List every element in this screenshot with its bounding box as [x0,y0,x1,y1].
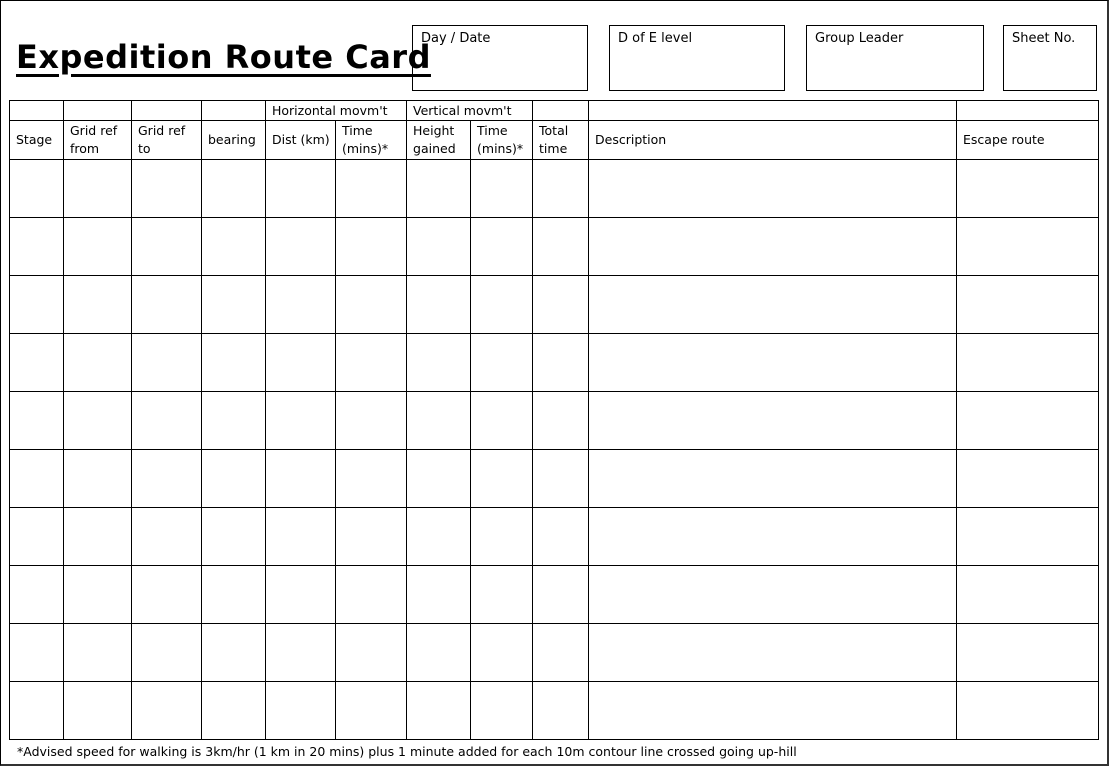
cell-height[interactable] [407,218,471,276]
cell-grid-from[interactable] [64,566,132,624]
cell-grid-from[interactable] [64,450,132,508]
cell-stage[interactable] [10,508,64,566]
cell-total[interactable] [533,276,589,334]
cell-time-v[interactable] [471,682,533,740]
col-header-grid-to: Grid ref to [132,121,202,160]
cell-bearing[interactable] [202,508,266,566]
route-row [10,334,1099,392]
cell-time-v[interactable] [471,566,533,624]
cell-bearing[interactable] [202,392,266,450]
cell-time-h[interactable] [336,682,407,740]
col-header-dist: Dist (km) [266,121,336,160]
cell-total[interactable] [533,392,589,450]
cell-time-h[interactable] [336,392,407,450]
cell-dist[interactable] [266,624,336,682]
cell-bearing[interactable] [202,682,266,740]
page-title: Expedition Route Card [16,38,431,76]
cell-total[interactable] [533,682,589,740]
cell-grid-to[interactable] [132,160,202,218]
route-row [10,160,1099,218]
cell-height[interactable] [407,276,471,334]
cell-time-v[interactable] [471,508,533,566]
sheet-no-box[interactable] [1003,25,1097,91]
doe-level-label: D of E level [618,31,693,46]
cell-dist[interactable] [266,218,336,276]
cell-escape[interactable] [957,624,1099,682]
cell-time-h[interactable] [336,218,407,276]
cell-grid-to[interactable] [132,218,202,276]
cell-grid-from[interactable] [64,218,132,276]
cell-description[interactable] [589,392,957,450]
route-row [10,218,1099,276]
col-header-time-horizontal: Time (mins)* [336,121,407,160]
group-leader-box[interactable] [806,25,984,91]
cell-grid-to[interactable] [132,624,202,682]
cell-grid-to[interactable] [132,508,202,566]
cell-grid-from[interactable] [64,508,132,566]
col-header-total-time: Total time [533,121,589,160]
cell-description[interactable] [589,508,957,566]
cell-time-h[interactable] [336,334,407,392]
cell-height[interactable] [407,566,471,624]
cell-total[interactable] [533,218,589,276]
cell-time-v[interactable] [471,160,533,218]
cell-stage[interactable] [10,160,64,218]
group-header-blank [132,101,202,121]
cell-total[interactable] [533,160,589,218]
cell-time-h[interactable] [336,566,407,624]
day-date-label: Day / Date [421,31,491,46]
doe-level-box[interactable] [609,25,785,91]
cell-stage[interactable] [10,450,64,508]
cell-grid-to[interactable] [132,392,202,450]
cell-time-v[interactable] [471,450,533,508]
cell-bearing[interactable] [202,450,266,508]
cell-height[interactable] [407,508,471,566]
col-header-grid-from: Grid ref from [64,121,132,160]
cell-escape[interactable] [957,160,1099,218]
cell-grid-from[interactable] [64,624,132,682]
cell-total[interactable] [533,566,589,624]
route-table-body [10,160,1099,740]
cell-time-h[interactable] [336,508,407,566]
cell-height[interactable] [407,160,471,218]
col-header-escape-route: Escape route [957,121,1099,160]
cell-dist[interactable] [266,160,336,218]
cell-stage[interactable] [10,624,64,682]
cell-escape[interactable] [957,334,1099,392]
cell-time-h[interactable] [336,276,407,334]
cell-dist[interactable] [266,392,336,450]
cell-grid-to[interactable] [132,334,202,392]
cell-escape[interactable] [957,276,1099,334]
cell-time-v[interactable] [471,218,533,276]
cell-grid-to[interactable] [132,276,202,334]
route-row [10,508,1099,566]
group-header-blank [10,101,64,121]
cell-dist[interactable] [266,682,336,740]
day-date-box[interactable] [412,25,588,91]
cell-time-h[interactable] [336,160,407,218]
cell-dist[interactable] [266,508,336,566]
cell-time-v[interactable] [471,624,533,682]
cell-total[interactable] [533,624,589,682]
cell-height[interactable] [407,334,471,392]
cell-grid-to[interactable] [132,566,202,624]
cell-dist[interactable] [266,276,336,334]
cell-total[interactable] [533,334,589,392]
cell-grid-from[interactable] [64,682,132,740]
cell-stage[interactable] [10,276,64,334]
sheet-no-label: Sheet No. [1012,31,1076,46]
cell-description[interactable] [589,682,957,740]
group-header-blank [64,101,132,121]
cell-escape[interactable] [957,392,1099,450]
group-header-blank [589,101,957,121]
route-row [10,624,1099,682]
col-header-bearing: bearing [202,121,266,160]
group-header-vertical: Vertical movm't [407,101,533,121]
cell-time-v[interactable] [471,334,533,392]
cell-escape[interactable] [957,450,1099,508]
cell-dist[interactable] [266,334,336,392]
cell-description[interactable] [589,624,957,682]
route-row [10,392,1099,450]
cell-bearing[interactable] [202,624,266,682]
footnote: *Advised speed for walking is 3km/hr (1 km in 20 mins) plus 1 minute added for each 10m contour line crossed going up-hill [17,744,797,759]
route-row [10,566,1099,624]
cell-time-h[interactable] [336,450,407,508]
route-table [9,100,1099,740]
col-header-description: Description [589,121,957,160]
cell-stage[interactable] [10,682,64,740]
cell-grid-from[interactable] [64,276,132,334]
group-header-blank [533,101,589,121]
cell-description[interactable] [589,334,957,392]
cell-dist[interactable] [266,566,336,624]
group-leader-label: Group Leader [815,31,904,46]
group-header-blank [957,101,1099,121]
group-header-row [10,101,1099,121]
cell-stage[interactable] [10,566,64,624]
cell-height[interactable] [407,624,471,682]
cell-escape[interactable] [957,682,1099,740]
cell-time-h[interactable] [336,624,407,682]
cell-escape[interactable] [957,566,1099,624]
col-header-height: Height gained [407,121,471,160]
cell-stage[interactable] [10,218,64,276]
route-row [10,276,1099,334]
route-row [10,450,1099,508]
cell-grid-to[interactable] [132,682,202,740]
route-row [10,682,1099,740]
cell-bearing[interactable] [202,334,266,392]
cell-escape[interactable] [957,218,1099,276]
cell-time-v[interactable] [471,392,533,450]
cell-height[interactable] [407,450,471,508]
cell-description[interactable] [589,566,957,624]
cell-grid-from[interactable] [64,334,132,392]
cell-description[interactable] [589,450,957,508]
cell-dist[interactable] [266,450,336,508]
cell-description[interactable] [589,218,957,276]
cell-bearing[interactable] [202,160,266,218]
col-header-time-vertical: Time (mins)* [471,121,533,160]
cell-bearing[interactable] [202,218,266,276]
cell-total[interactable] [533,450,589,508]
cell-grid-from[interactable] [64,392,132,450]
cell-stage[interactable] [10,392,64,450]
cell-escape[interactable] [957,508,1099,566]
group-header-horizontal: Horizontal movm't [266,101,407,121]
cell-description[interactable] [589,276,957,334]
cell-stage[interactable] [10,334,64,392]
cell-height[interactable] [407,682,471,740]
cell-time-v[interactable] [471,276,533,334]
cell-bearing[interactable] [202,566,266,624]
cell-grid-to[interactable] [132,450,202,508]
cell-height[interactable] [407,392,471,450]
group-header-blank [202,101,266,121]
cell-bearing[interactable] [202,276,266,334]
cell-description[interactable] [589,160,957,218]
cell-grid-from[interactable] [64,160,132,218]
column-header-row [10,121,1099,160]
cell-total[interactable] [533,508,589,566]
col-header-stage: Stage [10,121,64,160]
